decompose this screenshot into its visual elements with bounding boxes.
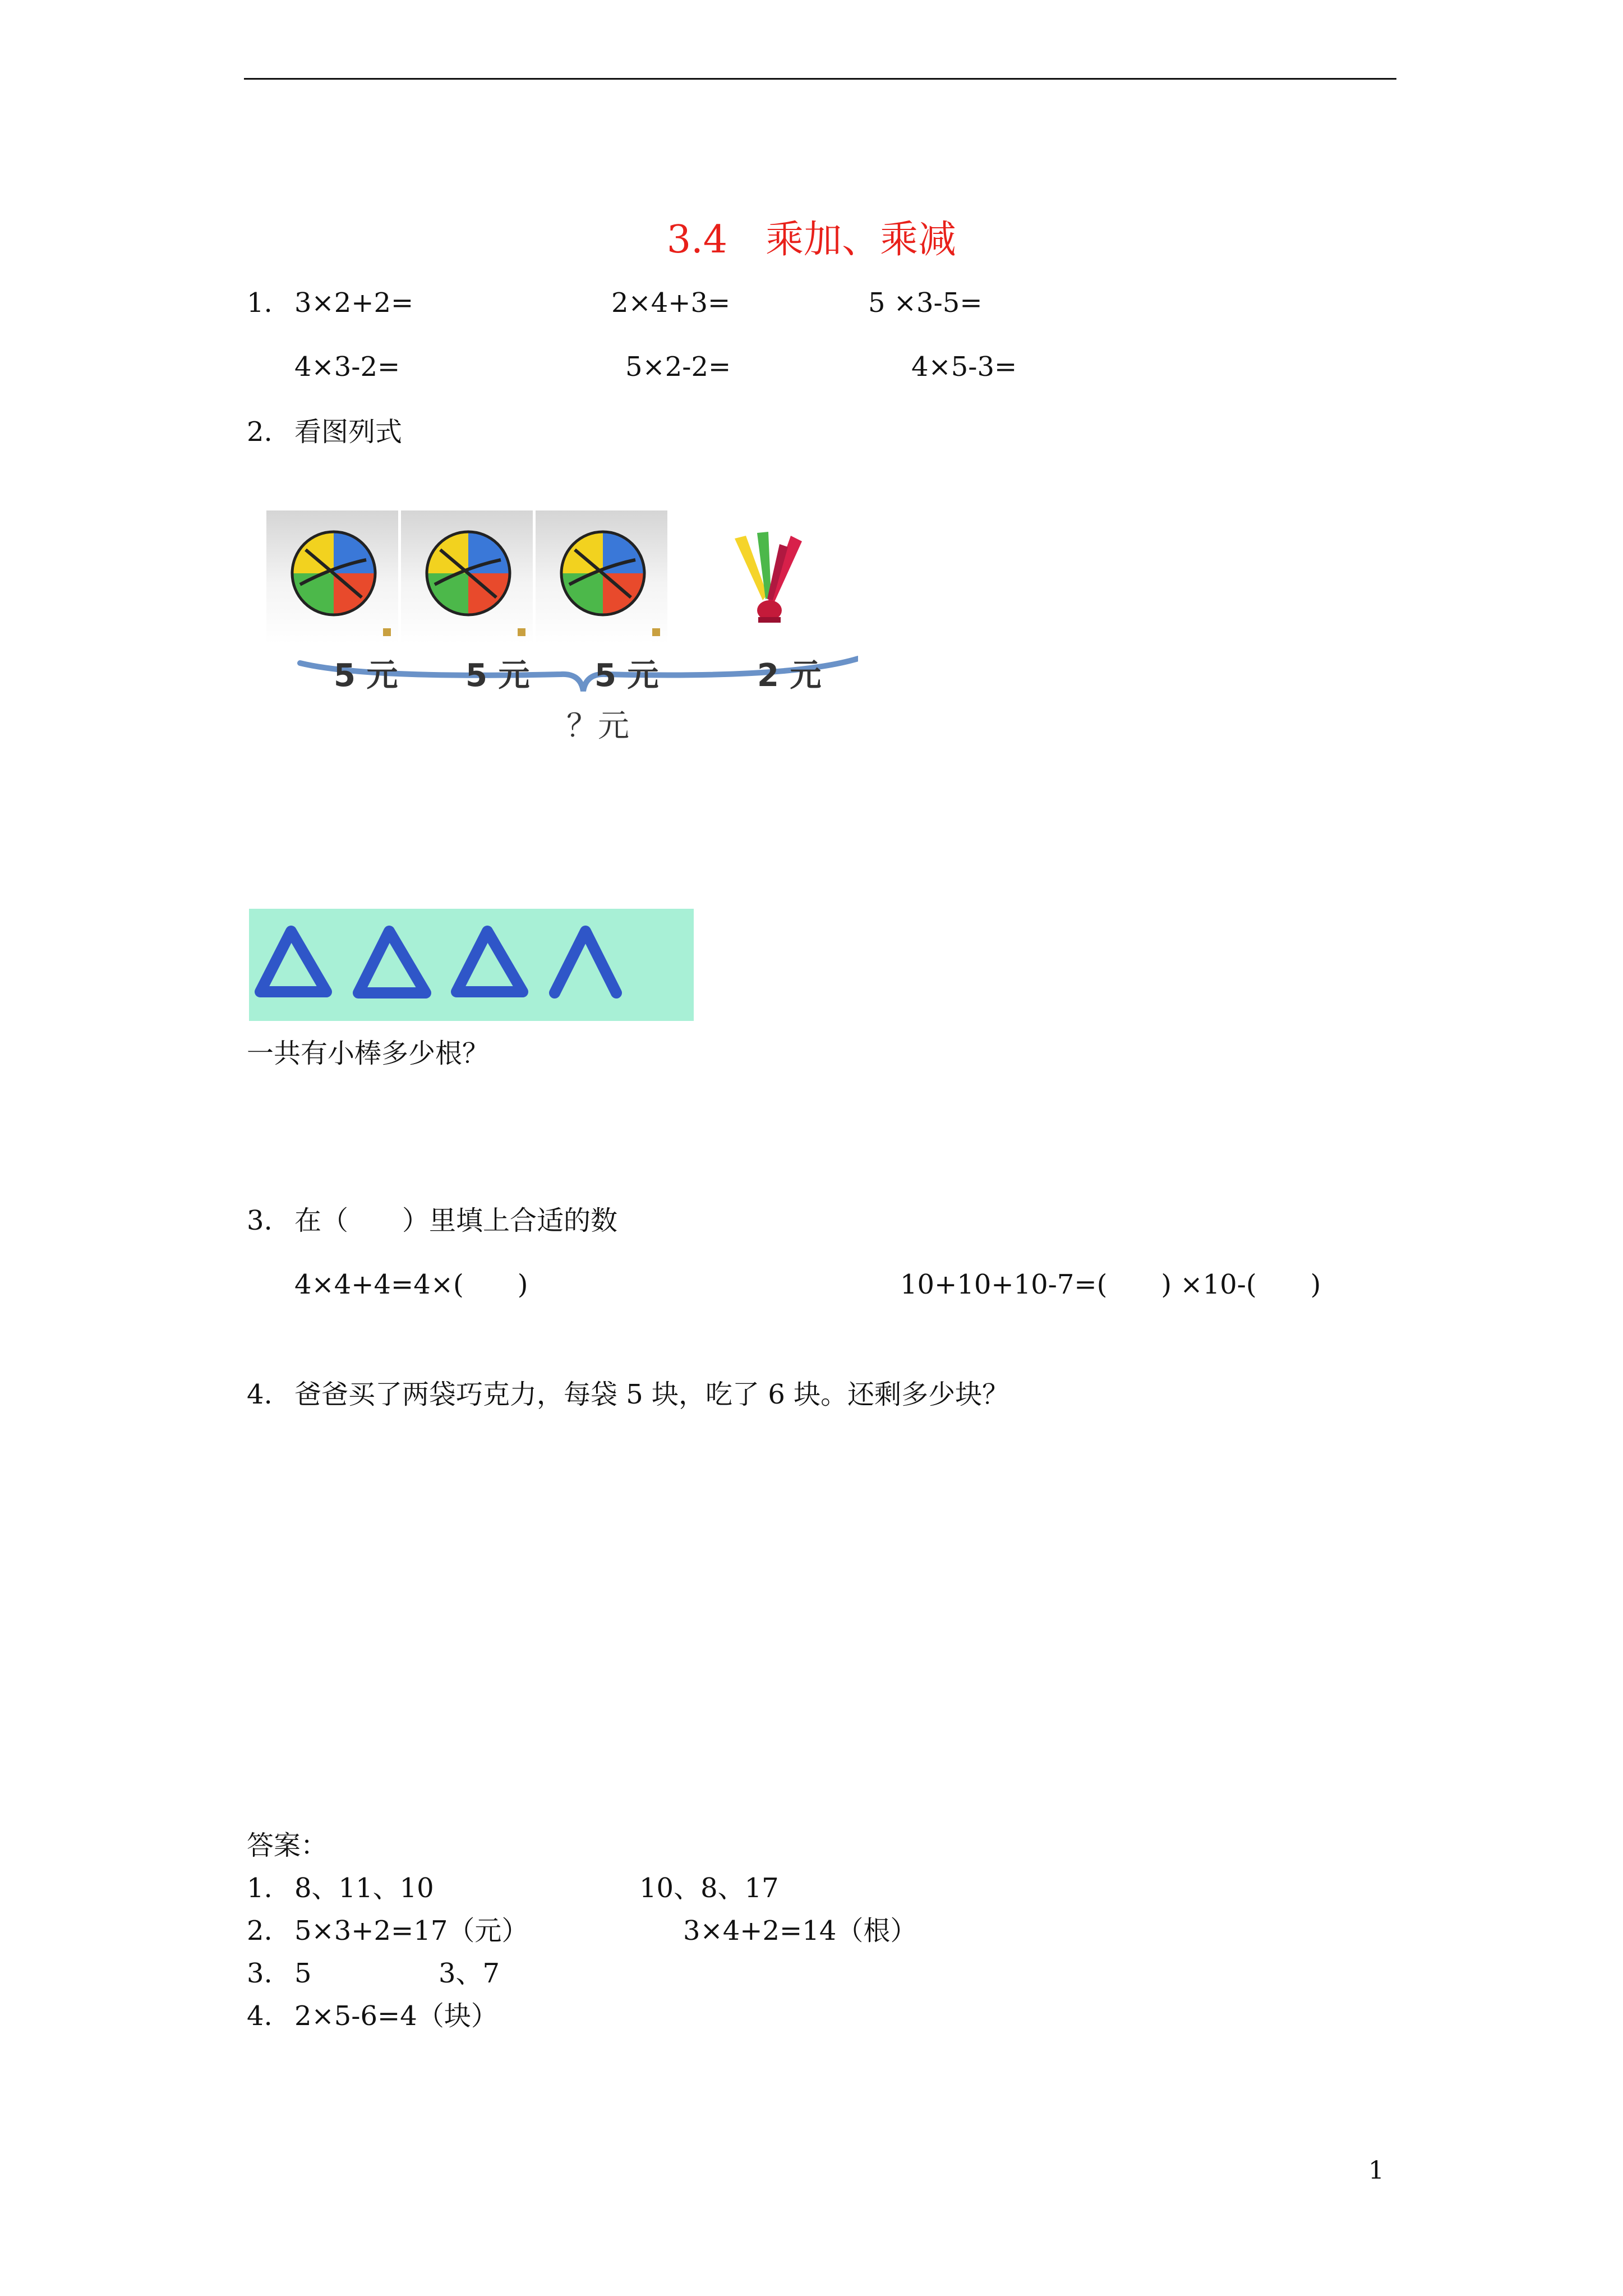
answer-4-number: 4. <box>247 2000 273 2032</box>
q1-number: 1. <box>247 287 273 319</box>
ball-tile-3 <box>536 510 667 644</box>
answer-1-a: 8、11、10 <box>294 1872 434 1904</box>
q1-item-6: 4×5-3= <box>911 351 1017 383</box>
q3-equation-1: 4×4+4=4×( ) <box>294 1269 528 1300</box>
q4-number: 4. <box>247 1379 273 1410</box>
sticks-figure <box>249 909 694 1021</box>
answer-2-b: 3×4+2=14（根） <box>683 1915 917 1947</box>
answer-3-a: 5 <box>294 1958 312 1989</box>
price-label-1: 5 元 <box>334 657 398 694</box>
q1-item-2: 2×4+3= <box>611 287 731 319</box>
q3-label: 在（ ）里填上合适的数 <box>294 1205 618 1236</box>
q3-equation-2: 10+10+10-7=( ) ×10-( ) <box>900 1269 1321 1300</box>
page-title: 3.4 乘加、乘减 <box>666 218 957 262</box>
balls-shuttlecock-figure <box>264 510 858 746</box>
q1-item-4: 4×3-2= <box>294 351 400 383</box>
sticks-triangles-icon <box>249 909 694 1021</box>
answer-2-number: 2. <box>247 1915 273 1947</box>
answer-3-number: 3. <box>247 1958 273 1989</box>
shuttlecock-icon <box>723 527 808 634</box>
page-number: 1 <box>1368 2156 1384 2185</box>
price-label-4: 2 元 <box>757 657 822 694</box>
q1-item-1: 3×2+2= <box>294 287 414 319</box>
answer-1-b: 10、8、17 <box>639 1872 779 1904</box>
ball-icon <box>266 510 398 644</box>
answer-4-a: 2×5-6=4（块） <box>294 2000 498 2032</box>
answer-1-number: 1. <box>247 1872 273 1904</box>
total-price-label: ？元 <box>566 708 629 744</box>
q1-item-3: 5 ×3-5= <box>868 287 983 319</box>
ball-icon <box>536 510 667 644</box>
price-label-2: 5 元 <box>465 657 530 694</box>
q3-number: 3. <box>247 1205 273 1236</box>
q2-label: 看图列式 <box>294 416 403 448</box>
q2-number: 2. <box>247 416 273 448</box>
answer-2-a: 5×3+2=17（元） <box>294 1915 529 1947</box>
answers-heading: 答案： <box>247 1830 328 1861</box>
ball-tile-1 <box>266 510 398 644</box>
ball-tile-2 <box>401 510 533 644</box>
answer-3-b: 3、7 <box>439 1958 500 1989</box>
ball-icon <box>401 510 533 644</box>
q1-item-5: 5×2-2= <box>625 351 731 383</box>
q2-sticks-question: 一共有小棒多少根？ <box>247 1038 490 1069</box>
price-label-3: 5 元 <box>594 657 659 694</box>
q4-text: 爸爸买了两袋巧克力，每袋 5 块，吃了 6 块。还剩多少块？ <box>294 1379 1009 1410</box>
header-rule <box>244 78 1396 80</box>
